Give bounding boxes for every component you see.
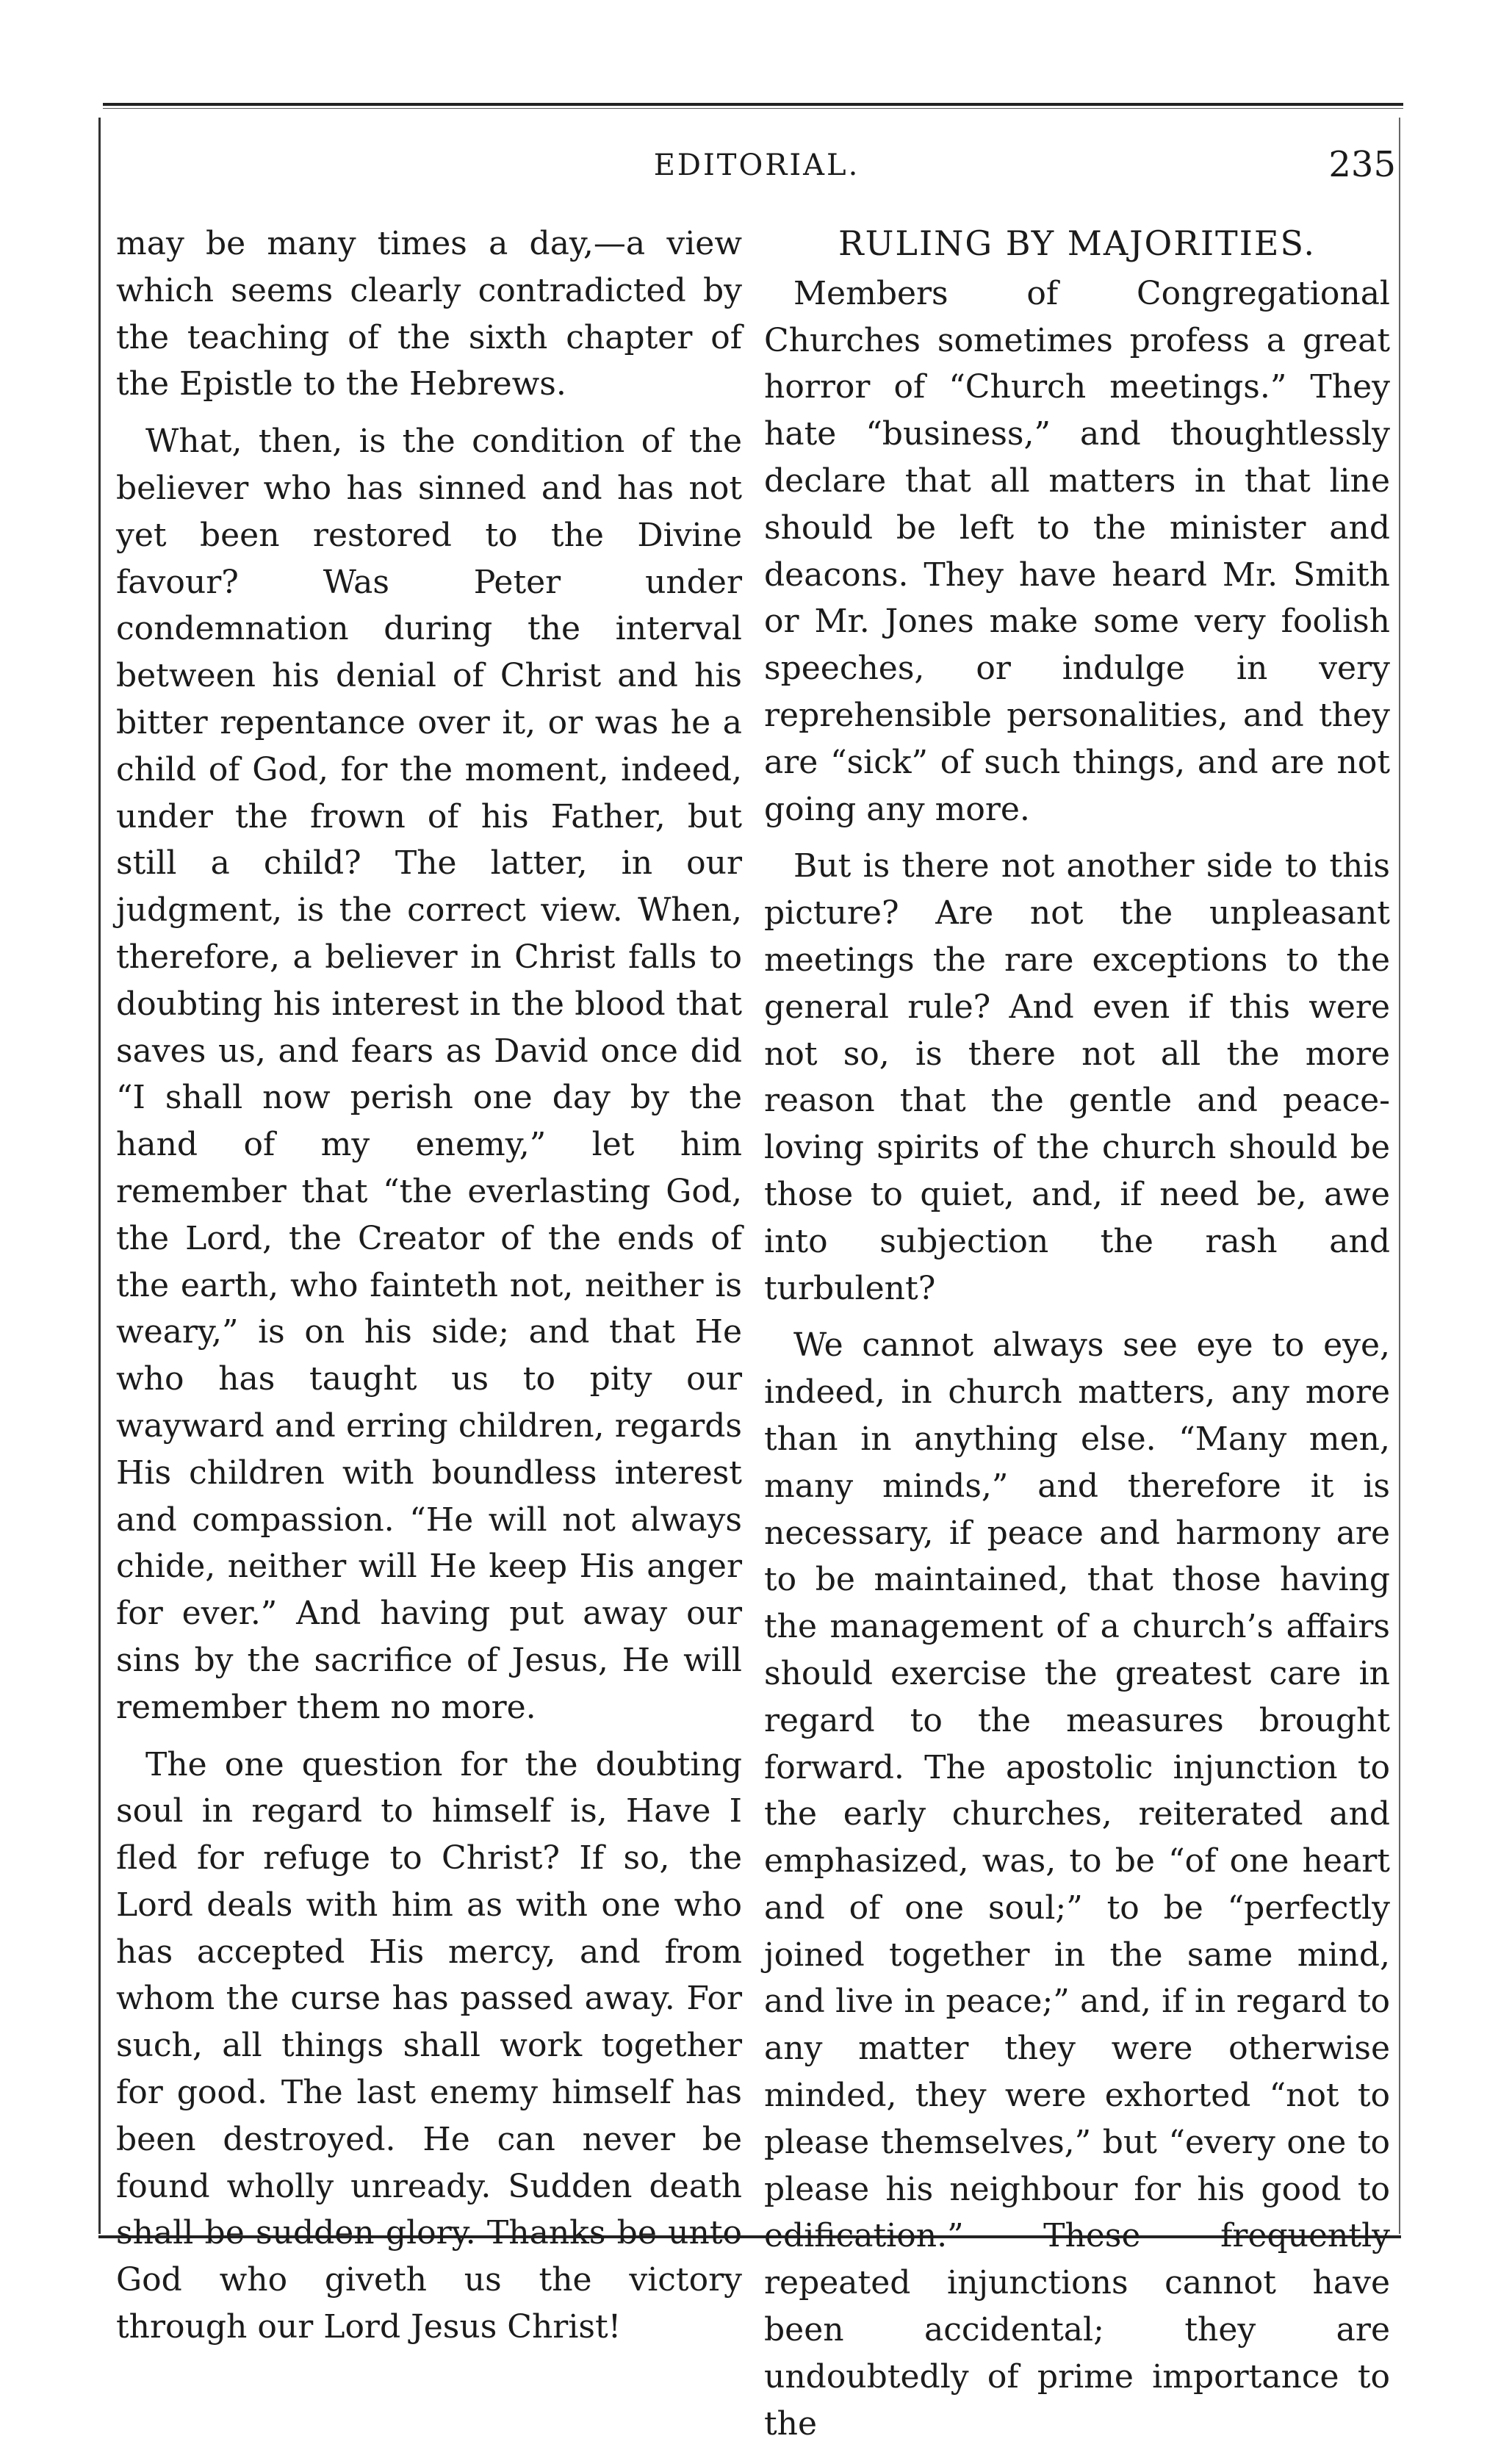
running-title: EDITORIAL. [653,148,860,182]
paragraph: We cannot always see eye to eye, indeed, in church matters, any more than in anything else. “Many men, many minds,” and therefore it is necessary, if peace and harmony are to be maintained, that those having the management of a church’s affairs should exercise the greatest care in regard to the measures brought forward. The apostolic injunction to the early churches, reiterated and emphasized, was, to be “of one heart and of one soul;” to be “perfectly joined together in the same mind, and live in peace;” and, if in regard to any matter they were otherwise minded, they were exhorted “not to please themselves,” but “every one to please his neighbour for his good to edification.” These frequently repeated injunctions cannot have been accidental; they are undoubtedly of prime importance to the [764,1326,1390,2443]
paragraph: But is there not another side to this picture? Are not the unpleasant meetings the rare exceptions to the general rule? And even if this were not so, is there not all the more reason that the gentle and peace-loving spirits of the church should be those to quiet, and, if need be, awe into subjection the rash and turbulent? [764,847,1390,1307]
left-rule [98,118,101,2234]
right-rule [1399,118,1400,2234]
page-header [118,144,1396,191]
page-number: 235 [1328,144,1396,185]
left-column [116,220,742,2351]
paragraph: may be many times a day,—a view which seems clearly contradicted by the teaching of the sixth chapter of the Epistle to the Hebrews. [116,225,742,403]
paragraph: Members of Congregational Churches sometimes profess a great horror of “Church meetings.” They hate “business,” and thoughtlessly declare that all matters in that line should be left to the minister and deacons. They have heard Mr. Smith or Mr. Jones make some very foolish speeches, or indulge in very reprehensible personalities, and they are “sick” of such things, and are not going any more. [764,274,1390,828]
top-rule [103,103,1403,109]
paragraph: What, then, is the condition of the believer who has sinned and has not yet been restored to the Divine favour? Was Peter under condemnation during the interval between his denial of Christ and his bitter repentance over it, or was he a child of God, for the moment, indeed, under the frown of his Father, but still a child? The latter, in our judgment, is the correct view. When, therefore, a believer in Christ falls to doubting his interest in the blood that saves us, and fears as David once did “I shall now perish one day by the hand of my enemy,” let him remember that “the everlasting God, the Lord, the Creator of the ends of the earth, who fainteth not, neither is weary,” is on his side; and that He who has taught us to pity our wayward and erring children, regards His children with boundless interest and compassion. “He will not always chide, neither will He keep His anger for ever.” And having put away our sins by the sacrifice of Jesus, He will remember them no more. [116,423,742,1726]
right-column [764,220,1390,2447]
section-heading: RULING BY MAJORITIES. [838,223,1316,263]
paragraph: The one question for the doubting soul in regard to himself is, Have I fled for refuge to Christ? If so, the Lord deals with him as with one who has accepted His mercy, and from whom the curse has passed away. For such, all things shall work together for good. The last enemy himself has been destroyed. He can never be found wholly unready. Sudden death shall be sudden glory. Thanks be unto God who giveth us the victory through our Lord Jesus Christ! [116,1745,742,2346]
